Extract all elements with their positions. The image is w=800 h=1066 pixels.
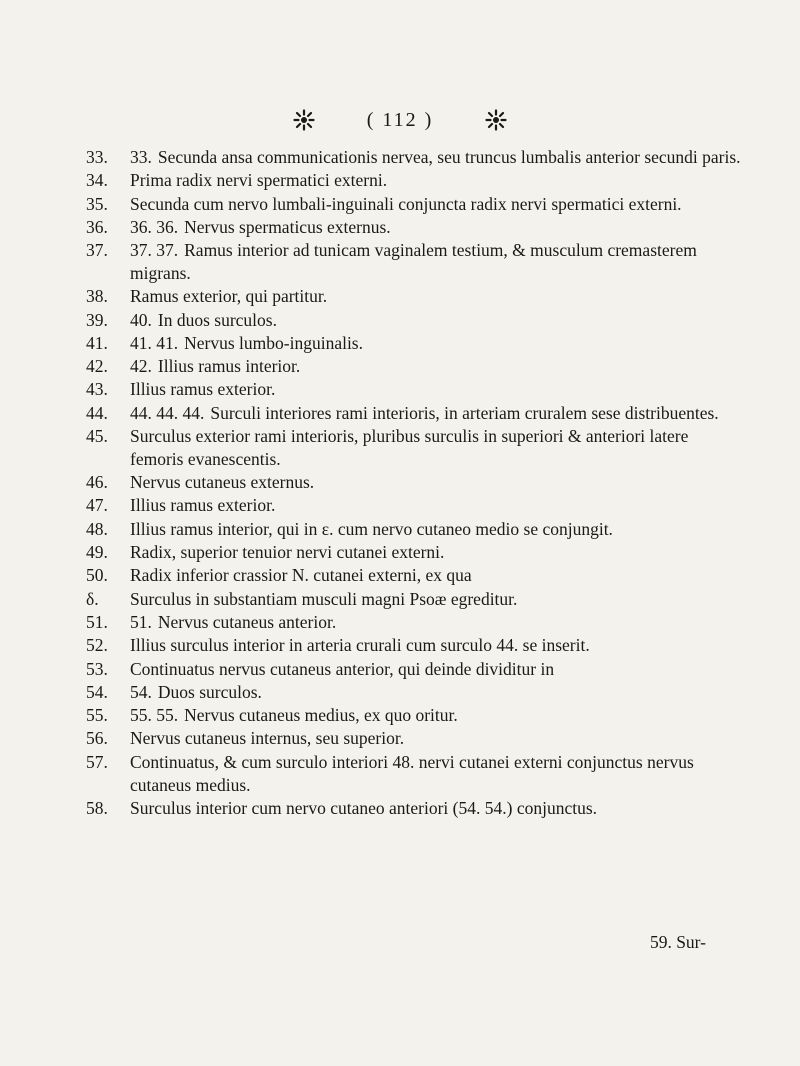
entry-text-block [130, 634, 746, 657]
entry-text-block [130, 588, 746, 611]
legend-entry [86, 471, 746, 494]
entry-text-block [130, 332, 746, 355]
entry-number: δ. [86, 588, 99, 609]
entry-description: Surculus in substantiam musculi magni Psoæ egreditur. [130, 588, 518, 609]
legend-entry [86, 727, 746, 750]
entry-number: 33. [86, 147, 108, 167]
entry-description: Illius ramus interior, qui in ε. cum nervo cutaneo medio se conjungit. [130, 518, 613, 539]
entry-text-block [130, 751, 746, 797]
entry-repeat-numbers: 55. 55. [130, 705, 179, 726]
entry-number: 50. [86, 565, 108, 586]
catchword: 59. Sur- [649, 932, 706, 952]
entry-number: 54. [86, 681, 108, 702]
legend-entry [86, 193, 746, 216]
entry-number: 44. [86, 402, 108, 423]
entry-number: 36. [86, 216, 108, 237]
entry-repeat-numbers: 54. [130, 681, 152, 702]
legend-entry [86, 704, 746, 727]
entry-text-block [130, 146, 746, 169]
entry-text-block [130, 727, 746, 750]
entry-description: Surculus exterior rami interioris, pluribus surculis in superiori & anteriori latere femoris evanescentis. [130, 426, 689, 469]
entry-text-block [130, 402, 746, 425]
entry-description: Duos surculos. [157, 681, 262, 702]
entry-description: Radix, superior tenuior nervi cutanei externi. [130, 542, 445, 563]
entry-description: Ramus interior ad tunicam vaginalem testium, & musculum cremasterem migrans. [130, 240, 697, 283]
entry-text-block [130, 239, 746, 285]
entry-number: 34. [86, 170, 108, 191]
legend-entry [86, 309, 746, 332]
entry-number: 35. [86, 193, 108, 214]
entry-description: Surculi interiores rami interioris, in arteriam cruralem sese distribuentes. [210, 402, 719, 423]
legend-entry [86, 425, 746, 471]
entry-number: 43. [86, 379, 108, 400]
entry-number: 51. [86, 611, 108, 632]
entry-text-block [130, 425, 746, 471]
entry-description: Nervus cutaneus internus, seu superior. [130, 728, 405, 749]
legend-entry [86, 634, 746, 657]
entry-number: 42. [86, 356, 108, 377]
legend-entry [86, 658, 746, 681]
entry-text-block [130, 518, 746, 541]
entry-description: In duos surculos. [157, 309, 277, 330]
entry-number: 49. [86, 542, 108, 563]
entry-repeat-numbers: 40. [130, 309, 152, 330]
legend-entry [86, 285, 746, 308]
legend-entry [86, 564, 746, 587]
entry-text-block [130, 309, 746, 332]
entry-number: 39. [86, 309, 108, 330]
entry-description: Surculus interior cum nervo cutaneo anteriori (54. 54.) conjunctus. [130, 797, 598, 818]
entry-number: 46. [86, 472, 108, 493]
entry-text-block [130, 494, 746, 517]
entry-description: Nervus lumbo-inguinalis. [184, 332, 363, 353]
legend-entry [86, 355, 746, 378]
entry-text-block [130, 611, 746, 634]
entry-number: 58. [86, 797, 108, 818]
fleuron-icon [293, 109, 315, 131]
entry-description: Nervus cutaneus medius, ex quo oritur. [184, 705, 458, 726]
entry-number: 56. [86, 728, 108, 749]
entry-description: Nervus cutaneus anterior. [157, 611, 337, 632]
entry-text-block [130, 564, 746, 587]
entry-text-block [130, 541, 746, 564]
entry-text-block [130, 658, 746, 681]
entry-text-block [130, 797, 746, 820]
entry-repeat-numbers: 51. [130, 611, 152, 632]
entry-description: Nervus spermaticus externus. [184, 216, 391, 237]
legend-entry [86, 797, 746, 820]
entry-repeat-numbers: 36. 36. [130, 216, 179, 237]
entry-description: Prima radix nervi spermatici externi. [130, 170, 388, 191]
legend-entry [86, 588, 746, 611]
legend-entry [86, 518, 746, 541]
legend-entry [86, 332, 746, 355]
entry-repeat-numbers: 42. [130, 356, 152, 377]
entry-repeat-numbers: 44. 44. 44. [130, 402, 205, 423]
legend-entry [86, 681, 746, 704]
entry-description: Illius ramus exterior. [130, 495, 276, 516]
entry-description: Illius ramus interior. [157, 356, 301, 377]
entry-text-block [130, 681, 746, 704]
entry-description: Continuatus nervus cutaneus anterior, qui deinde dividitur in [130, 658, 555, 679]
entry-text-block [130, 169, 746, 192]
legend-entry [86, 378, 746, 401]
entry-description: Illius surculus interior in arteria crurali cum surculo 44. se inserit. [130, 635, 590, 656]
entry-description: Secunda ansa communicationis nervea, seu truncus lumbalis anterior secundi paris. [157, 147, 741, 167]
entry-number: 57. [86, 751, 108, 772]
entry-text-block [130, 285, 746, 308]
entry-description: Continuatus, & cum surculo interiori 48. nervi cutanei externi conjunctus nervus cutaneus medius. [130, 751, 694, 795]
entry-text-block [130, 471, 746, 494]
legend-entry [86, 494, 746, 517]
entry-text-block [130, 193, 746, 216]
entry-number: 38. [86, 286, 108, 307]
entry-number: 48. [86, 518, 108, 539]
fleuron-icon [485, 109, 507, 131]
entry-repeat-numbers: 41. 41. [130, 332, 179, 353]
legend-entry [86, 239, 746, 285]
entry-description: Secunda cum nervo lumbali-inguinali conjuncta radix nervi spermatici externi. [130, 193, 682, 214]
legend-entry [86, 611, 746, 634]
legend-list [86, 146, 746, 820]
page-number: ( 112 ) [366, 108, 434, 131]
entry-number: 41. [86, 332, 108, 353]
entry-text-block [130, 704, 746, 727]
legend-entry [86, 541, 746, 564]
entry-description: Illius ramus exterior. [130, 379, 276, 400]
legend-entry [86, 216, 746, 239]
entry-description: Nervus cutaneus externus. [130, 472, 315, 493]
entry-repeat-numbers: 37. 37. [130, 240, 179, 261]
legend-entry [86, 751, 746, 797]
entry-number: 53. [86, 658, 108, 679]
entry-number: 47. [86, 495, 108, 516]
entry-text-block [130, 216, 746, 239]
entry-repeat-numbers: 33. [130, 147, 152, 167]
legend-entry [86, 169, 746, 192]
legend-entry [86, 146, 746, 169]
entry-number: 37. [86, 240, 108, 261]
entry-description: Ramus exterior, qui partitur. [130, 286, 328, 307]
entry-text-block [130, 378, 746, 401]
legend-entry [86, 402, 746, 425]
entry-description: Radix inferior crassior N. cutanei externi, ex qua [130, 565, 472, 586]
page-header [0, 104, 800, 136]
entry-number: 45. [86, 426, 108, 447]
entry-text-block [130, 355, 746, 378]
entry-number: 52. [86, 635, 108, 656]
entry-number: 55. [86, 705, 108, 726]
